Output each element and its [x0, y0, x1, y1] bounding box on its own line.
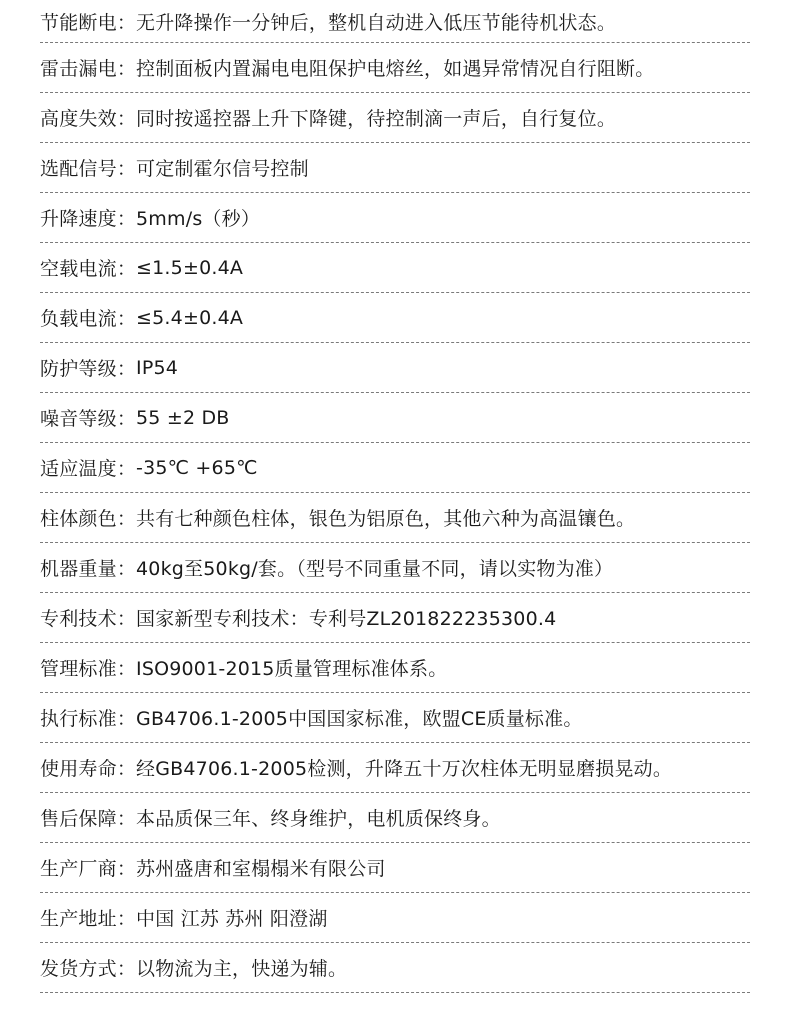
spec-value: 40kg至50kg/套。（型号不同重量不同，请以实物为准） [136, 558, 614, 580]
spec-row [40, 593, 750, 643]
spec-separator: ： [116, 708, 137, 730]
spec-value: GB4706.1-2005中国国家标准，欧盟CE质量标准。 [136, 708, 583, 730]
spec-value: ≤1.5±0.4A [136, 256, 244, 279]
spec-value: 以物流为主，快递为辅。 [136, 958, 348, 980]
spec-separator: ： [116, 408, 137, 430]
spec-label: 空载电流 [40, 258, 117, 280]
spec-row [40, 93, 750, 143]
spec-label: 雷击漏电 [40, 58, 117, 80]
spec-value: 本品质保三年、终身维护，电机质保终身。 [136, 808, 501, 830]
spec-label: 高度失效 [40, 108, 117, 130]
spec-separator: ： [116, 308, 137, 330]
spec-value: 国家新型专利技术：专利号ZL201822235300.4 [136, 608, 557, 630]
spec-row [40, 443, 750, 493]
spec-label: 选配信号 [40, 158, 117, 180]
spec-value: -35℃ +65℃ [136, 456, 258, 479]
spec-label: 使用寿命 [40, 758, 117, 780]
spec-row [40, 893, 750, 943]
spec-separator: ： [116, 808, 137, 830]
spec-row [40, 243, 750, 293]
spec-label: 执行标准 [40, 708, 117, 730]
spec-row [40, 743, 750, 793]
spec-separator: ： [116, 258, 137, 280]
spec-separator: ： [116, 658, 137, 680]
spec-label: 机器重量 [40, 558, 117, 580]
spec-value: IP54 [136, 356, 179, 379]
spec-separator: ： [116, 508, 137, 530]
spec-label: 发货方式 [40, 958, 117, 980]
spec-row [40, 143, 750, 193]
spec-label: 专利技术 [40, 608, 117, 630]
spec-value: 5mm/s（秒） [136, 208, 261, 230]
spec-row [40, 693, 750, 743]
spec-value: 55 ±2 DB [136, 406, 230, 429]
spec-separator: ： [116, 908, 137, 930]
spec-row [40, 343, 750, 393]
spec-separator: ： [116, 208, 137, 230]
spec-label: 噪音等级 [40, 408, 117, 430]
spec-value: ISO9001-2015质量管理标准体系。 [136, 658, 448, 680]
spec-label: 适应温度 [40, 458, 117, 480]
spec-value: 中国 江苏 苏州 阳澄湖 [136, 908, 328, 930]
spec-label: 节能断电 [40, 11, 117, 34]
spec-list [40, 0, 750, 993]
spec-row [40, 543, 750, 593]
spec-value: 无升降操作一分钟后，整机自动进入低压节能待机状态。 [136, 11, 617, 34]
spec-row [40, 293, 750, 343]
spec-separator: ： [116, 58, 137, 80]
spec-value: ≤5.4±0.4A [136, 306, 244, 329]
spec-label: 售后保障 [40, 808, 117, 830]
spec-value: 共有七种颜色柱体，银色为铝原色，其他六种为高温镶色。 [136, 508, 636, 530]
spec-value: 经GB4706.1-2005检测，升降五十万次柱体无明显磨损晃动。 [136, 758, 673, 780]
spec-label: 生产地址 [40, 908, 117, 930]
spec-row [40, 43, 750, 93]
spec-separator: ： [116, 158, 137, 180]
spec-separator: ： [116, 458, 137, 480]
spec-row [40, 843, 750, 893]
spec-separator: ： [116, 108, 137, 130]
spec-label: 管理标准 [40, 658, 117, 680]
spec-value: 苏州盛唐和室榻榻米有限公司 [136, 858, 386, 880]
spec-row [40, 393, 750, 443]
spec-label: 负载电流 [40, 308, 117, 330]
spec-separator: ： [116, 858, 137, 880]
spec-separator: ： [116, 758, 137, 780]
spec-value: 可定制霍尔信号控制 [136, 158, 309, 180]
spec-separator: ： [116, 358, 137, 380]
spec-label: 生产厂商 [40, 858, 117, 880]
spec-separator: ： [116, 558, 137, 580]
spec-value: 控制面板内置漏电电阻保护电熔丝，如遇异常情况自行阻断。 [136, 58, 655, 80]
spec-separator: ： [116, 958, 137, 980]
spec-row [40, 643, 750, 693]
spec-row [40, 493, 750, 543]
spec-row [40, 0, 750, 43]
spec-label: 升降速度 [40, 208, 117, 230]
spec-label: 防护等级 [40, 358, 117, 380]
spec-separator: ： [116, 608, 137, 630]
spec-separator: ： [116, 11, 137, 34]
spec-row [40, 793, 750, 843]
spec-row [40, 193, 750, 243]
spec-label: 柱体颜色 [40, 508, 117, 530]
spec-row [40, 943, 750, 993]
spec-value: 同时按遥控器上升下降键，待控制滴一声后，自行复位。 [136, 108, 617, 130]
